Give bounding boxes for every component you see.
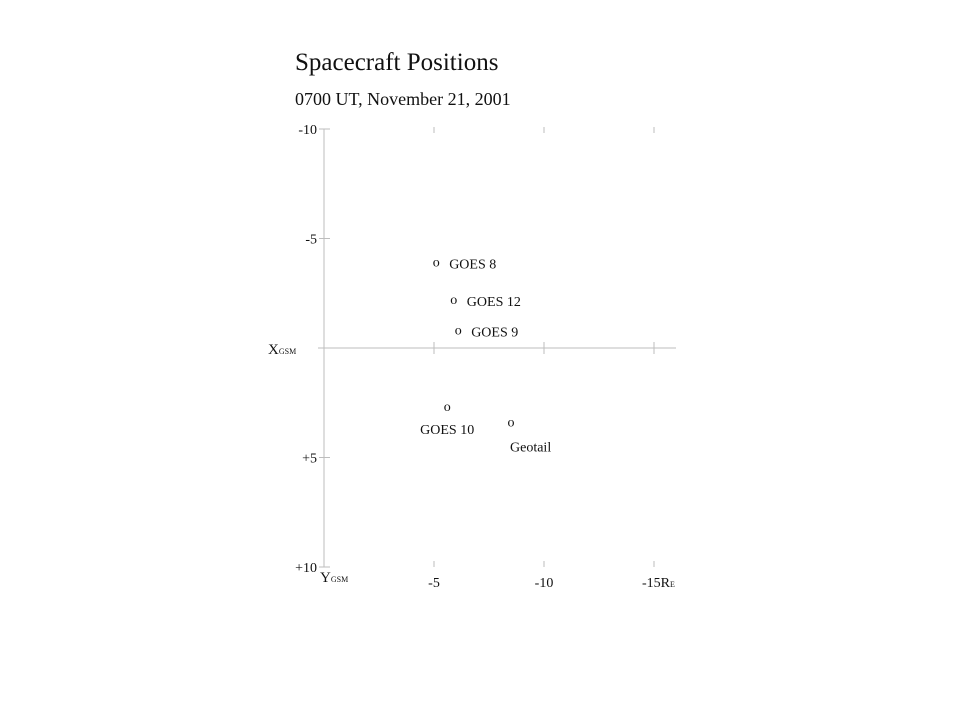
point-label-goes-8: GOES 8: [449, 257, 497, 273]
point-label-goes-12: GOES 12: [466, 294, 521, 310]
point-label-geotail: Geotail: [510, 440, 552, 456]
chart-title: Spacecraft Positions: [295, 49, 499, 76]
y-tick-label: +10: [295, 561, 317, 576]
point-label-goes-10: GOES 10: [420, 423, 475, 439]
point-marker-goes-8: o: [432, 255, 440, 271]
x-tick-label: -10: [534, 576, 554, 591]
point-marker-goes-10: o: [443, 400, 451, 416]
point-marker-goes-9: o: [454, 323, 462, 339]
point-label-goes-9: GOES 9: [471, 325, 519, 341]
point-marker-goes-12: o: [450, 292, 458, 308]
point-marker-geotail: o: [507, 415, 515, 431]
chart-subtitle: 0700 UT, November 21, 2001: [295, 89, 511, 109]
x-tick-label: -15RE: [642, 576, 675, 591]
y-tick-label: -10: [298, 123, 317, 138]
x-axis-label: YGSM: [320, 570, 349, 586]
x-tick-label: -5: [428, 576, 440, 591]
y-tick-label: +5: [302, 451, 317, 467]
y-axis-label: XGSM: [268, 342, 297, 358]
y-tick-label: -5: [305, 232, 317, 248]
